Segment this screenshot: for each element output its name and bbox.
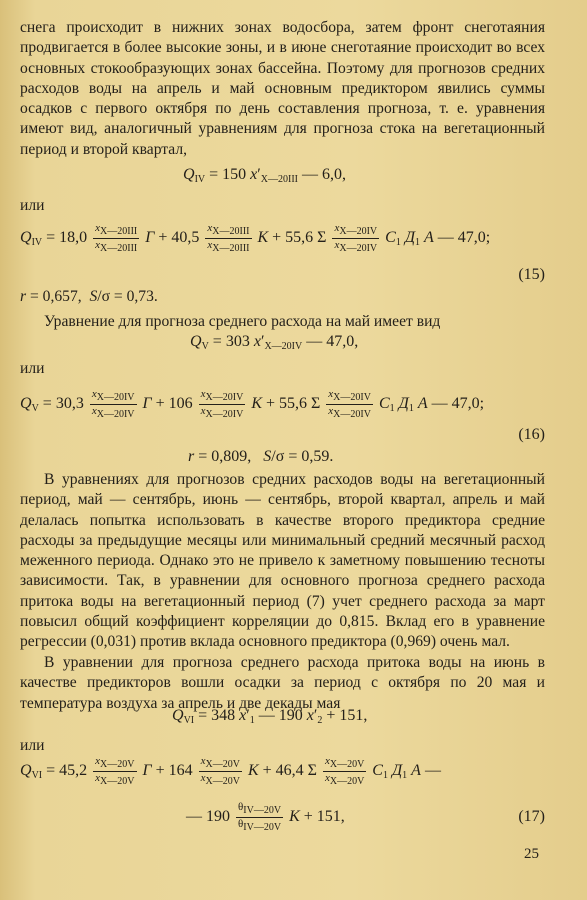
equation-number-17: (17) <box>518 808 545 825</box>
equation-15-long: $Q_{IV} = 18,0$ $\frac{x_{X—20III}}{x_{X—20III}}$ Г + 40,5 $\frac{x_{X—20III}}{x_{X—20III}}$ К + 55,6 Σ $\frac{x_{X—20IV}}{x_{X—20IV}}$ $С_1$ $Д_1$ А — 47,0; <box>20 222 491 254</box>
stats-16: r = 0,809, S/σ = 0,59. <box>188 448 334 465</box>
paragraph-2: Уравнение для прогноза среднего расхода на май имеет вид <box>44 313 441 330</box>
paragraph-1: снега происходит в нижних зонах водосбора, затем фронт снеготаяния продвигается в более высокие зоны, и в июне снеготаяние происходит во всех основных стокообразующих зонах бассейна. Поэтому для прогнозов средних расходов воды на апрель и май основным предиктором явились суммы осадков с первого октября по день составления прогноза, т. е. уравнения имеют вид, аналогичный уравнениям для прогноза стока на вегетационный период и второй квартал, <box>20 19 545 158</box>
or-label-1: или <box>20 197 45 214</box>
paragraph-4: В уравнении для прогноза среднего расхода притока воды на июнь в качестве предикторов вошли осадки за период с октября по 20 мая и температура воздуха за апрель и две декады мая <box>20 654 545 712</box>
equation-17-long-line1: $Q_{VI} = 45,2$ $\frac{x_{X—20V}}{x_{X—20V}}$ Г + 164 $\frac{x_{X—20V}}{x_{X—20V}}$ К + 46,4 Σ $\frac{x_{X—20V}}{x_{X—20V}}$ $С_1$ $Д_1$ А — <box>20 755 441 787</box>
equation-16-long: $Q_V = 30,3$ $\frac{x_{X—20IV}}{x_{X—20IV}}$ Г + 106 $\frac{x_{X—20IV}}{x_{X—20IV}}$ К + 55,6 Σ $\frac{x_{X—20IV}}{x_{X—20IV}}$ $С_1$ $Д_1$ А — 47,0; <box>20 388 485 420</box>
equation-15-short: $Q_{IV} = 150$ $x'_{X—20III}$ — 6,0, <box>183 166 346 185</box>
equation-number-16: (16) <box>518 426 545 443</box>
or-label-3: или <box>20 737 45 754</box>
paragraph-3: В уравнениях для прогнозов средних расходов воды на вегетационный период, май — сентябрь, июнь — сентябрь, второй квартал, апрель и май делалась попытка использовать в качестве второго предиктора средние расходы за предыдущие месяцы или минимальный средний месячный расход меженного периода. Однако это не привело к заметному повышению тесноты зависимости. Так, в уравнении для основного прогноза среднего расхода притока воды на вегетационный период (7) учет среднего расхода за март повысил общий коэффициент корреляции до 0,815. Вклад его в уравнение регрессии (0,031) против вклада основного предиктора (0,969) очень мал. <box>20 471 545 651</box>
stats-15: r = 0,657, S/σ = 0,73. <box>20 288 158 305</box>
page-number: 25 <box>524 846 539 862</box>
equation-16-short: $Q_V = 303$ $x'_{X—20IV}$ — 47,0, <box>190 333 359 352</box>
equation-17-short: $Q_{VI} = 348$ $x'_1$ — 190 $x'_2 + 151$, <box>172 707 368 726</box>
equation-17-long-line2: — 190 $\frac{\theta_{IV—20V}}{\theta_{IV—20V}}$ К + 151, <box>186 801 345 833</box>
or-label-2: или <box>20 360 45 377</box>
equation-number-15: (15) <box>518 266 545 283</box>
